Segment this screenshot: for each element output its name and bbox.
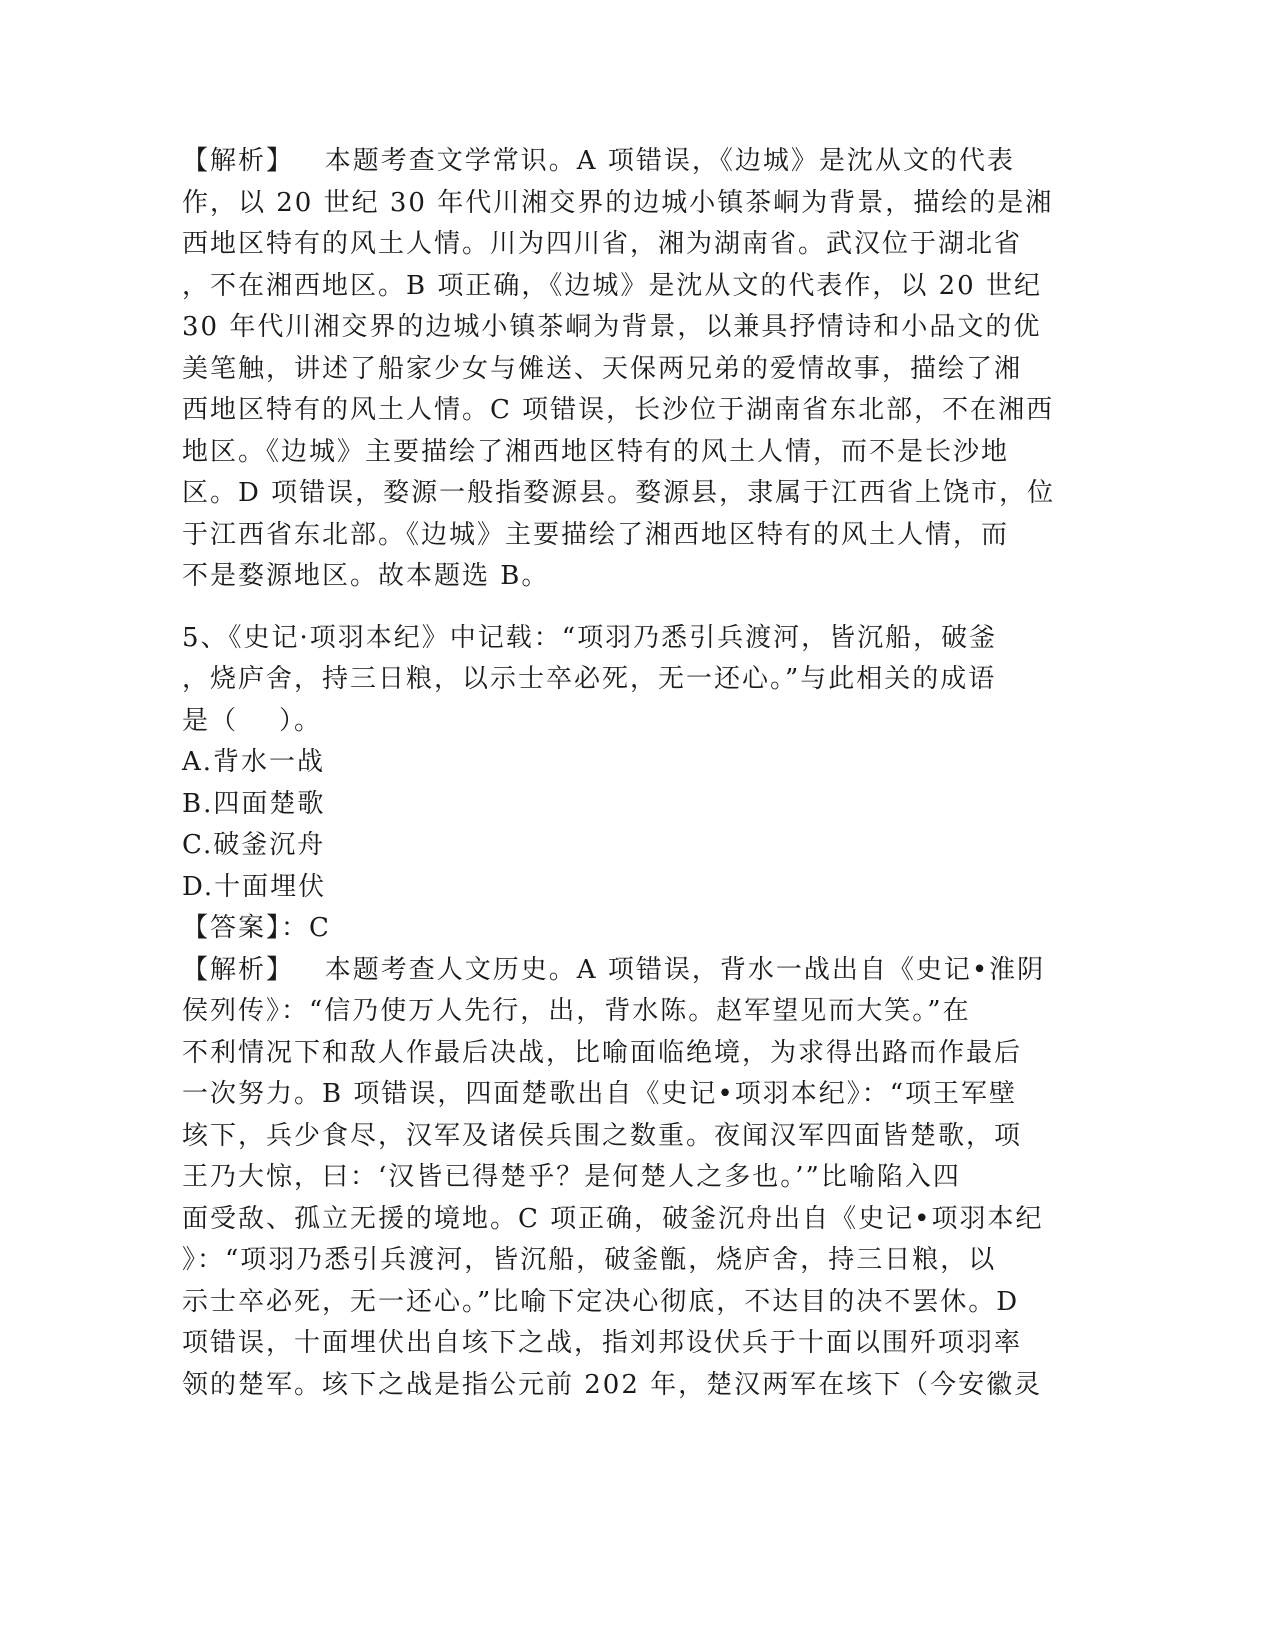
question-stem-line: 5、《史记·项羽本纪》中记载：“项羽乃悉引兵渡河，皆沉船，破釜 <box>182 622 998 653</box>
analysis-line: 》：“项羽乃悉引兵渡河，皆沉船，破釜甑，烧庐舍，持三日粮，以 <box>182 1245 997 1275</box>
analysis-line: 西地区特有的风土人情。川为四川省，湘为湖南省。武汉位于湖北省 <box>182 229 1023 259</box>
analysis-line: 王乃大惊，曰：‘汉皆已得楚乎？是何楚人之多也。’”比喻陷入四 <box>182 1162 961 1192</box>
analysis-line: 于江西省东北部。《边城》主要描绘了湘西地区特有的风土人情，而 <box>182 519 1010 550</box>
analysis-line: ，不在湘西地区。B 项正确，《边城》是沈从文的代表作，以 20 世纪 <box>182 270 1042 301</box>
option-a: A.背水一战 <box>182 747 326 777</box>
option-b: B.四面楚歌 <box>182 788 326 819</box>
question-stem-line: 是（ ）。 <box>182 705 323 736</box>
analysis-line: 美笔触，讲述了船家少女与傩送、天保两兄弟的爱情故事，描绘了湘 <box>182 353 1023 384</box>
question-stem-line: ，烧庐舍，持三日粮，以示士卒必死，无一还心。”与此相关的成语 <box>182 664 997 694</box>
analysis-line: 垓下，兵少食尽，汉军及诸侯兵围之数重。夜闻汉军四面皆楚歌，项 <box>182 1120 1023 1151</box>
analysis-line: 30 年代川湘交界的边城小镇茶峒为背景，以兼具抒情诗和小品文的优 <box>182 312 1042 342</box>
section-spacer <box>182 598 1072 618</box>
analysis-line: 不利情况下和敌人作最后决战，比喻面临绝境，为求得出路而作最后 <box>182 1037 1023 1068</box>
answer-line: 【答案】：C <box>182 913 331 943</box>
analysis-line: 【解析】 本题考查文学常识。A 项错误，《边城》是沈从文的代表 <box>182 146 1015 176</box>
analysis-line: 一次努力。B 项错误，四面楚歌出自《史记•项羽本纪》：“项王军壁 <box>182 1079 1017 1109</box>
analysis-line: 示士卒必死，无一还心。”比喻下定决心彻底，不达目的决不罢休。D <box>182 1286 1020 1317</box>
analysis-line: 区。D 项错误，婺源一般指婺源县。婺源县，隶属于江西省上饶市，位 <box>182 478 1056 508</box>
analysis-line: 【解析】 本题考查人文历史。A 项错误，背水一战出自《史记•淮阴 <box>182 954 1046 985</box>
analysis-line: 作，以 20 世纪 30 年代川湘交界的边城小镇茶峒为背景，描绘的是湘 <box>182 187 1054 218</box>
analysis-line: 领的楚军。垓下之战是指公元前 202 年，楚汉两军在垓下（今安徽灵 <box>182 1369 1043 1400</box>
analysis-line: 西地区特有的风土人情。C 项错误，长沙位于湖南省东北部，不在湘西 <box>182 395 1055 425</box>
document-body <box>182 141 1072 1406</box>
analysis-line: 项错误，十面埋伏出自垓下之战，指刘邦设伏兵于十面以围歼项羽率 <box>182 1328 1023 1358</box>
option-d: D.十面埋伏 <box>182 871 327 902</box>
analysis-section-q4 <box>182 141 1072 598</box>
analysis-line: 侯列传》：“信乃使万人先行，出，背水陈。赵军望见而大笑。”在 <box>182 996 971 1026</box>
option-c: C.破釜沉舟 <box>182 830 326 860</box>
analysis-line: 面受敌、孤立无援的境地。C 项正确，破釜沉舟出自《史记•项羽本纪 <box>182 1203 1044 1234</box>
analysis-line: 地区。《边城》主要描绘了湘西地区特有的风土人情，而不是长沙地 <box>182 436 1010 467</box>
question-5 <box>182 618 1072 1407</box>
analysis-line: 不是婺源地区。故本题选 B。 <box>182 561 550 591</box>
